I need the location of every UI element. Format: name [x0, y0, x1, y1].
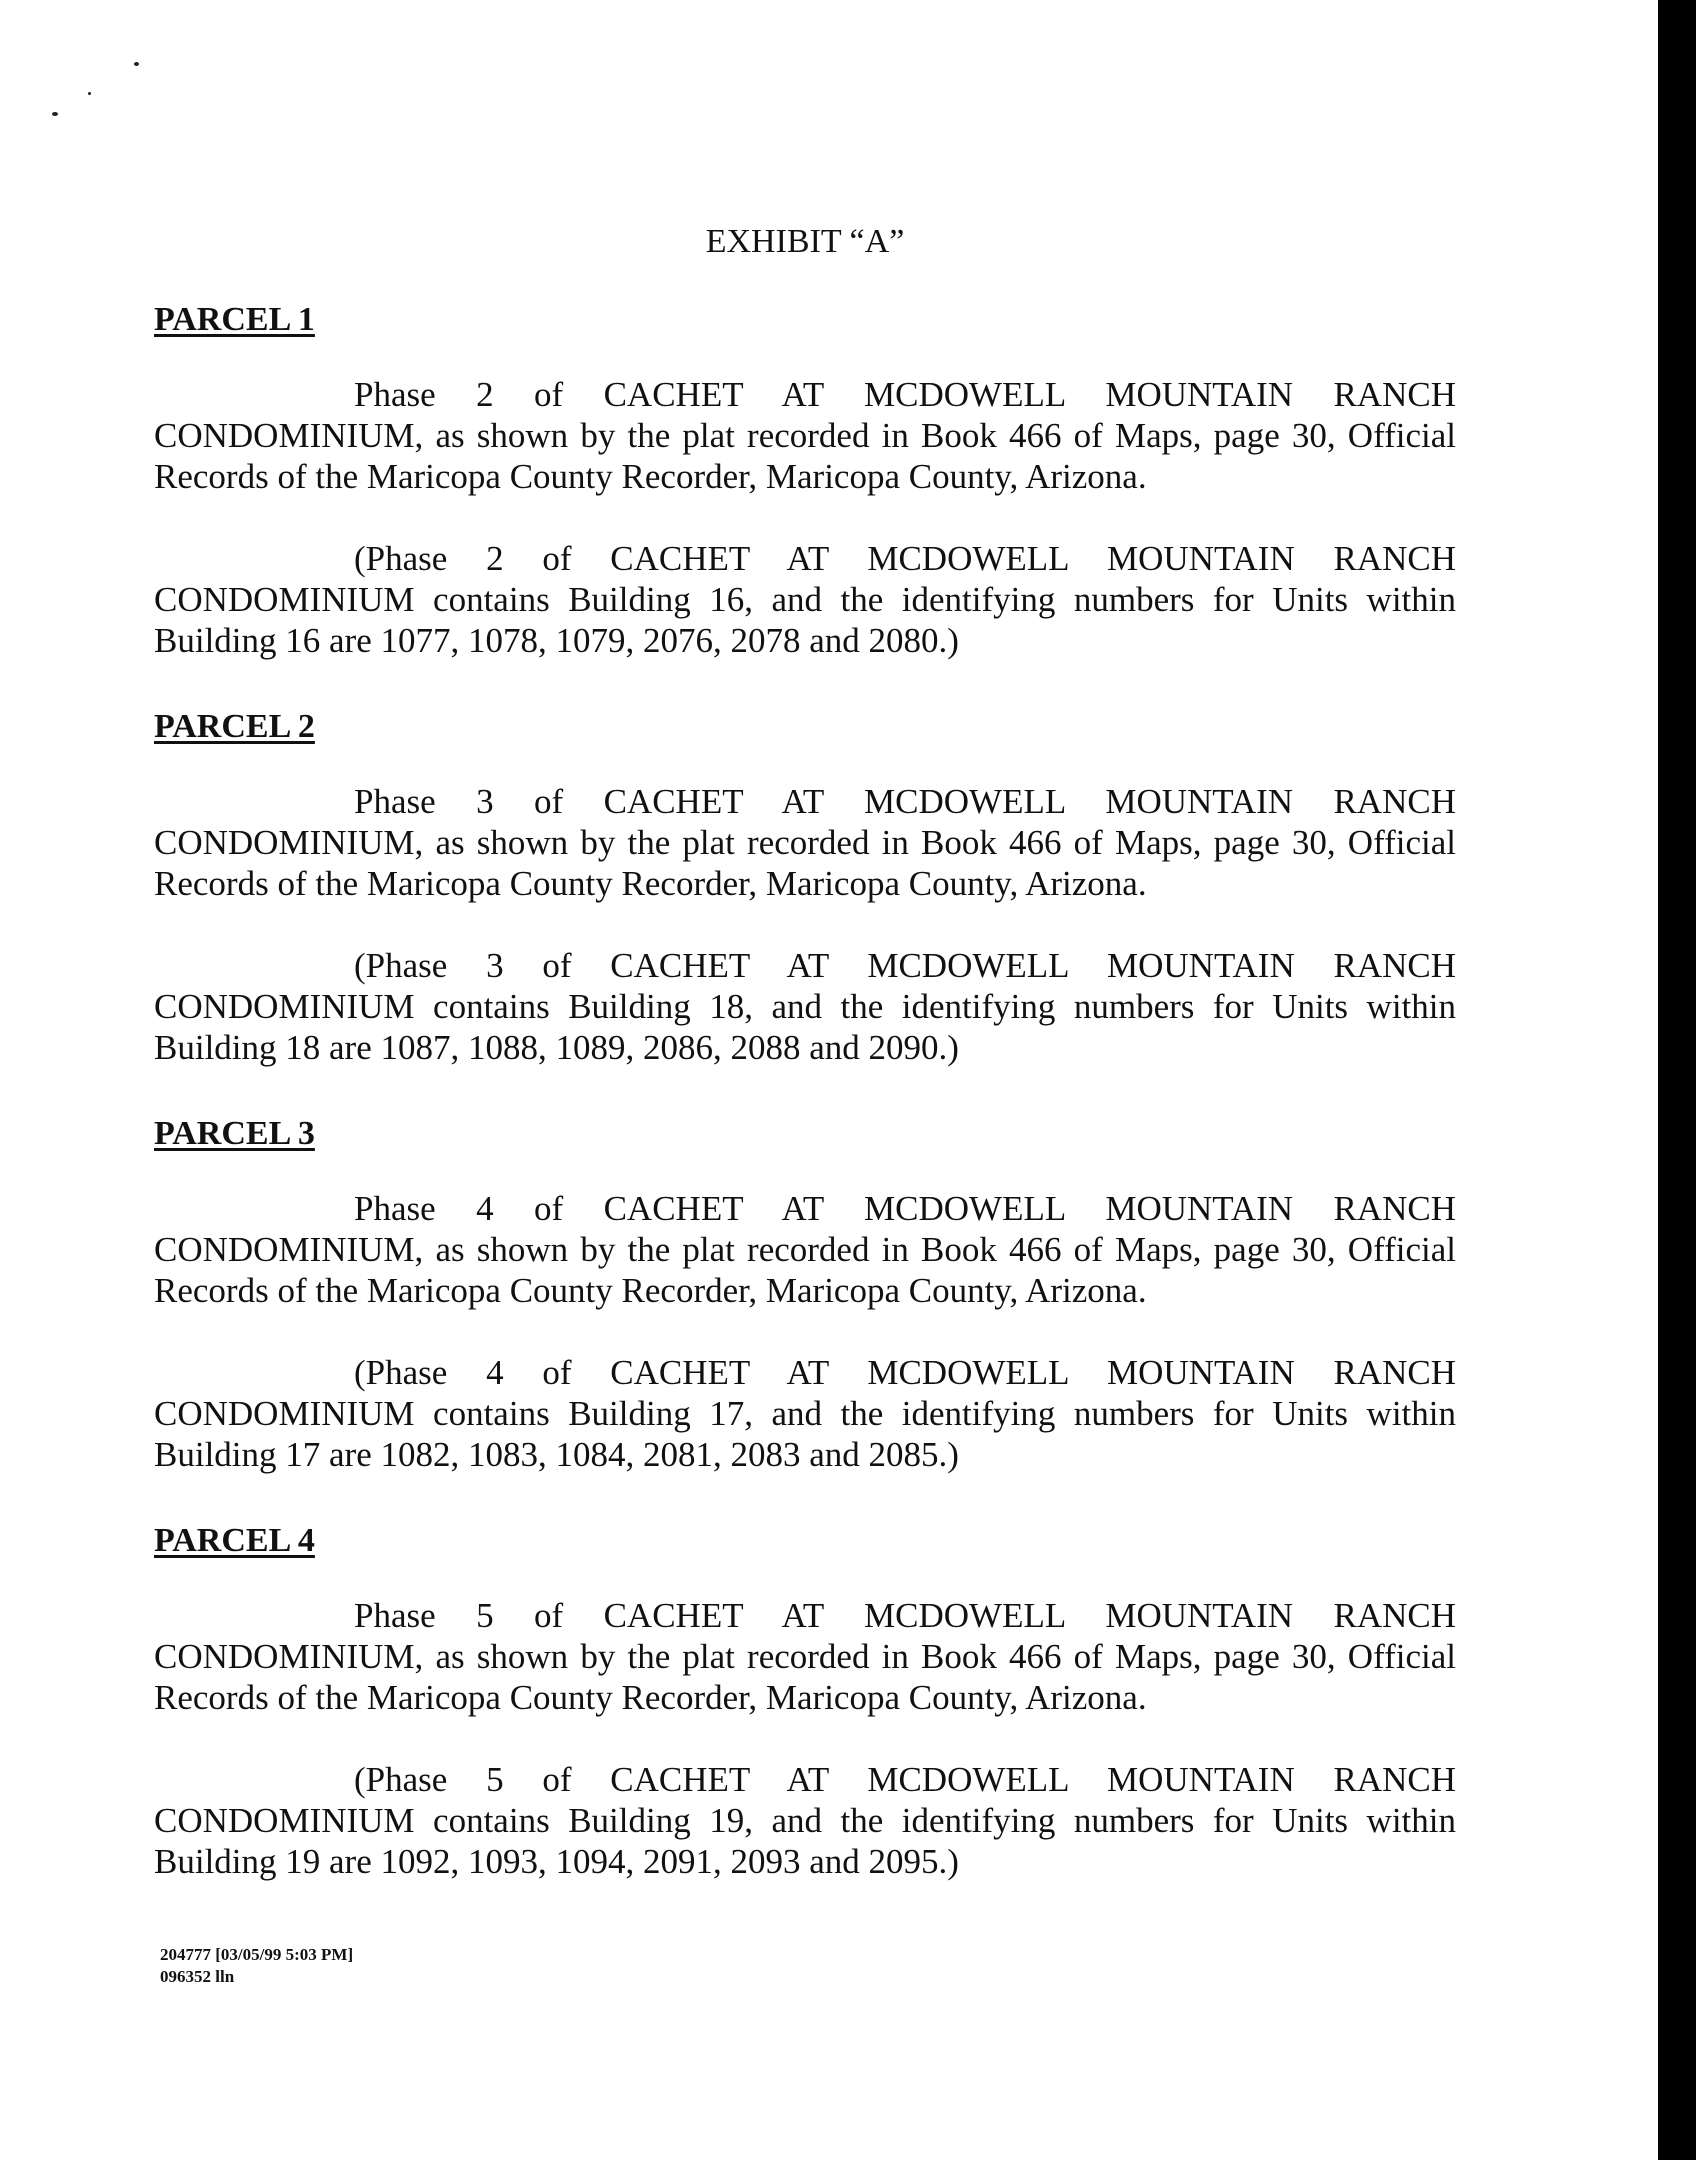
parcel-note: (Phase 5 of CACHET AT MCDOWELL MOUNTAIN RANCH CONDOMINIUM contains Building 19, and the identifying numbers for Units within Building 19 are 1092, 1093, 1094, 2091, 2093 and 2095.) [154, 1760, 1456, 1881]
document-footer [160, 1944, 353, 1988]
parcel-heading: PARCEL 2 [154, 708, 315, 745]
parcel-section [154, 705, 1456, 1068]
scan-speck [88, 92, 91, 95]
scan-speck [134, 62, 139, 66]
parcel-heading: PARCEL 1 [154, 301, 315, 338]
parcel-description: Phase 5 of CACHET AT MCDOWELL MOUNTAIN RANCH CONDOMINIUM, as shown by the plat recorded in Book 466 of Maps, page 30, Official Records of the Maricopa County Recorder, Maricopa County, Arizona. [154, 1596, 1456, 1717]
scan-speck [52, 112, 58, 116]
exhibit-title: EXHIBIT “A” [705, 223, 905, 260]
parcel-description: Phase 2 of CACHET AT MCDOWELL MOUNTAIN RANCH CONDOMINIUM, as shown by the plat recorded in Book 466 of Maps, page 30, Official Records of the Maricopa County Recorder, Maricopa County, Arizona. [154, 375, 1456, 496]
parcel-section [154, 1519, 1456, 1882]
parcel-description: Phase 4 of CACHET AT MCDOWELL MOUNTAIN RANCH CONDOMINIUM, as shown by the plat recorded in Book 466 of Maps, page 30, Official Records of the Maricopa County Recorder, Maricopa County, Arizona. [154, 1189, 1456, 1310]
parcel-note: (Phase 3 of CACHET AT MCDOWELL MOUNTAIN RANCH CONDOMINIUM contains Building 18, and the identifying numbers for Units within Building 18 are 1087, 1088, 1089, 2086, 2088 and 2090.) [154, 946, 1456, 1067]
parcel-description: Phase 3 of CACHET AT MCDOWELL MOUNTAIN RANCH CONDOMINIUM, as shown by the plat recorded in Book 466 of Maps, page 30, Official Records of the Maricopa County Recorder, Maricopa County, Arizona. [154, 782, 1456, 903]
scan-edge-border [1658, 0, 1696, 2160]
parcel-heading: PARCEL 4 [154, 1522, 315, 1559]
parcel-note: (Phase 2 of CACHET AT MCDOWELL MOUNTAIN RANCH CONDOMINIUM contains Building 16, and the identifying numbers for Units within Building 16 are 1077, 1078, 1079, 2076, 2078 and 2080.) [154, 539, 1456, 660]
parcel-section [154, 1112, 1456, 1475]
document-body [154, 220, 1456, 1926]
parcel-heading: PARCEL 3 [154, 1115, 315, 1152]
footer-doc-id: 204777 [03/05/99 5:03 PM] [160, 1945, 354, 1964]
parcel-note: (Phase 4 of CACHET AT MCDOWELL MOUNTAIN RANCH CONDOMINIUM contains Building 17, and the identifying numbers for Units within Building 17 are 1082, 1083, 1084, 2081, 2083 and 2085.) [154, 1353, 1456, 1474]
footer-file-code: 096352 lln [160, 1967, 235, 1986]
parcel-section [154, 298, 1456, 661]
